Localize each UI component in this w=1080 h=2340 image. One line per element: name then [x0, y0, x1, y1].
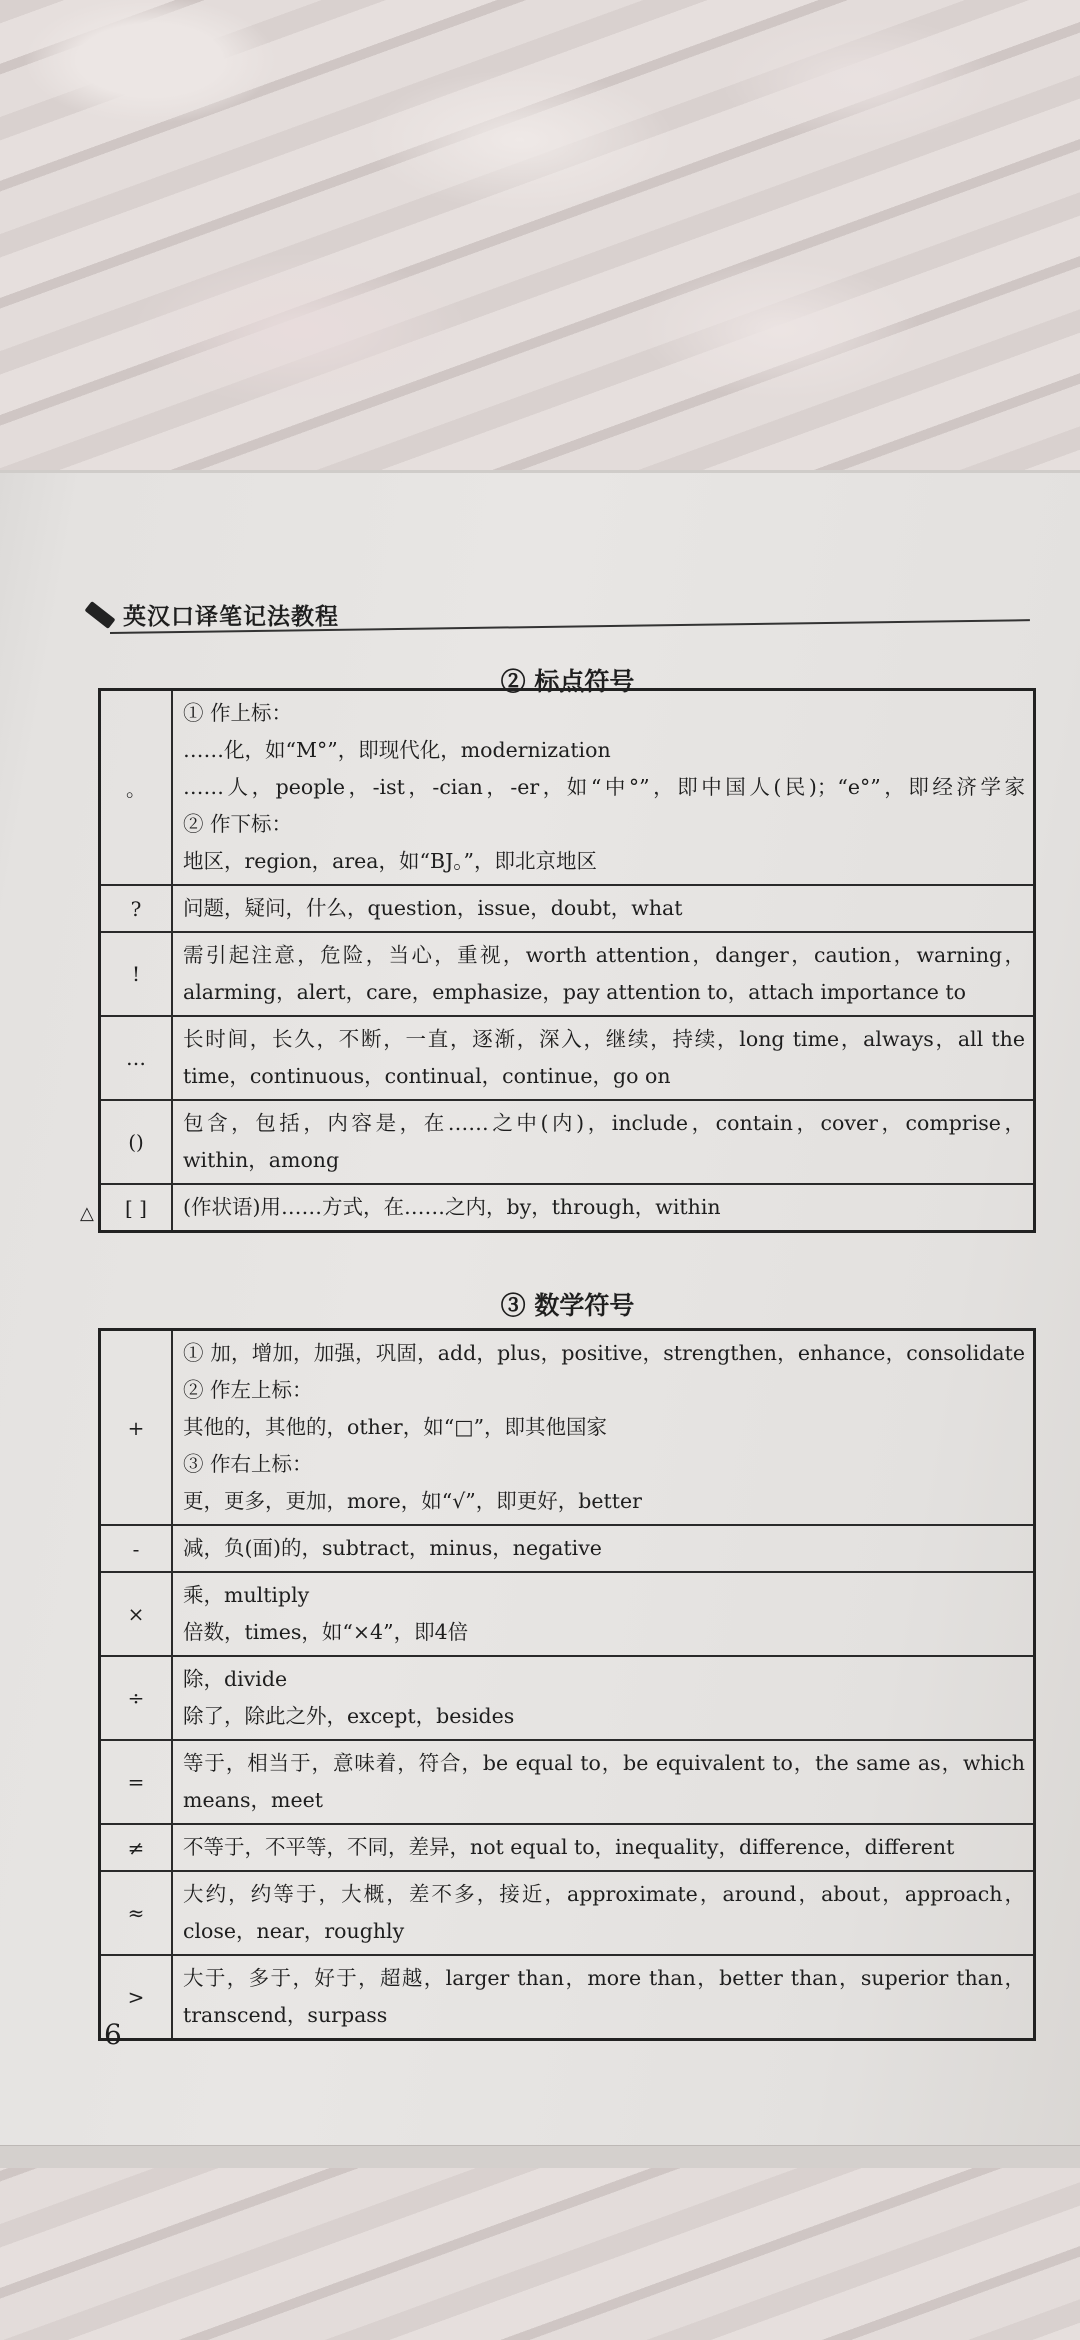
meaning-line: 除，divide	[183, 1667, 288, 1691]
book-title: 英汉口译笔记法教程	[123, 603, 339, 630]
meaning-line: 问题，疑问，什么，question，issue，doubt，what	[183, 896, 683, 920]
meaning-cell	[172, 1016, 1035, 1100]
table-row	[100, 1525, 1035, 1572]
meaning-line: 倍数，times，如“×4”，即4倍	[183, 1620, 469, 1644]
symbol-cell: [ ]	[100, 1184, 173, 1232]
table-row	[100, 1824, 1035, 1871]
meaning-line: close，near，roughly	[183, 1919, 405, 1943]
table-row	[100, 1955, 1035, 2040]
math-symbols-table	[98, 1328, 1036, 2041]
meaning-cell	[172, 1525, 1035, 1572]
margin-mark: △	[80, 1203, 94, 1224]
meaning-line: ② 作下标：	[183, 812, 293, 836]
symbol-cell: ≠	[100, 1824, 173, 1871]
table-row	[100, 690, 1035, 886]
symbol-cell: ×	[100, 1572, 173, 1656]
table-row	[100, 1871, 1035, 1955]
meaning-line: 大约，约等于，大概，差不多，接近，approximate，around，about，approach，	[183, 1882, 1025, 1906]
meaning-line: means，meet	[183, 1788, 323, 1812]
symbol-cell: >	[100, 1955, 173, 2040]
pencil-icon	[84, 601, 115, 629]
meaning-line: 长时间，长久，不断，一直，逐渐，深入，继续，持续，long time，always，all the	[183, 1027, 1025, 1051]
meaning-line: 乘，multiply	[183, 1583, 310, 1607]
meaning-cell	[172, 1740, 1035, 1824]
meaning-cell	[172, 1100, 1035, 1184]
table-row	[100, 1016, 1035, 1100]
meaning-cell	[172, 1871, 1035, 1955]
section-title-math: ③ 数学符号	[500, 1291, 635, 1320]
meaning-line: 不等于，不平等，不同，差异，not equal to，inequality，difference，different	[183, 1835, 955, 1859]
meaning-line: ② 作左上标：	[183, 1378, 313, 1402]
meaning-line: within，among	[183, 1148, 340, 1172]
meaning-line: 等于，相当于，意味着，符合，be equal to，be equivalent to，the same as，which	[183, 1751, 1025, 1775]
meaning-line: 除了，除此之外，except，besides	[183, 1704, 515, 1728]
symbol-cell: +	[100, 1330, 173, 1526]
symbol-cell: ÷	[100, 1656, 173, 1740]
meaning-cell	[172, 885, 1035, 932]
table-row	[100, 1184, 1035, 1232]
symbol-cell: …	[100, 1016, 173, 1100]
table-row	[100, 885, 1035, 932]
meaning-line: 需引起注意，危险，当心，重视，worth attention，danger，caution，warning，	[183, 943, 1025, 967]
meaning-line: (作状语)用……方式，在……之内，by，through，within	[183, 1195, 721, 1219]
section-title-punctuation: ② 标点符号	[500, 667, 635, 696]
symbol-cell: ?	[100, 885, 173, 932]
meaning-line: ① 作上标：	[183, 701, 293, 725]
meaning-cell	[172, 1955, 1035, 2040]
page-number: 6	[104, 2018, 122, 2051]
meaning-line: ③ 作右上标：	[183, 1452, 313, 1476]
table-row	[100, 1330, 1035, 1526]
meaning-line: 地区，region，area，如“BJ。”，即北京地区	[183, 849, 598, 873]
meaning-line: ……化，如“M°”，即现代化，modernization	[183, 738, 611, 762]
meaning-cell	[172, 1656, 1035, 1740]
table-row	[100, 932, 1035, 1016]
meaning-line: transcend，surpass	[183, 2003, 388, 2027]
meaning-cell	[172, 1184, 1035, 1232]
meaning-line: time，continuous，continual，continue，go on	[183, 1064, 671, 1088]
punctuation-symbols-table	[98, 688, 1036, 1233]
symbol-cell: =	[100, 1740, 173, 1824]
table-row	[100, 1100, 1035, 1184]
symbol-cell: !	[100, 932, 173, 1016]
meaning-cell	[172, 690, 1035, 886]
meaning-line: ……人，people，-ist，-cian，-er，如“中°”，即中国人(民)；“e°”，即经济学家	[183, 775, 1025, 799]
meaning-cell	[172, 1824, 1035, 1871]
table-row	[100, 1656, 1035, 1740]
meaning-line: 减，负(面)的，subtract，minus，negative	[183, 1536, 602, 1560]
page-edge	[0, 2145, 1080, 2168]
meaning-line: 大于，多于，好于，超越，larger than，more than，better than，superior than，	[183, 1966, 1025, 1990]
table-row	[100, 1740, 1035, 1824]
table-row	[100, 1572, 1035, 1656]
meaning-line: 更，更多，更加，more，如“√”，即更好，better	[183, 1489, 642, 1513]
running-header	[85, 598, 339, 631]
symbol-cell: ≈	[100, 1871, 173, 1955]
meaning-line: 包含，包括，内容是，在……之中(内)，include，contain，cover，comprise，	[183, 1111, 1025, 1135]
meaning-line: ① 加，增加，加强，巩固，add，plus，positive，strengthen，enhance，consolidate	[183, 1341, 1025, 1365]
meaning-cell	[172, 1330, 1035, 1526]
meaning-line: alarming，alert，care，emphasize，pay attention to，attach importance to	[183, 980, 966, 1004]
symbol-cell: ()	[100, 1100, 173, 1184]
meaning-line: 其他的，其他的，other，如“□”，即其他国家	[183, 1415, 608, 1439]
symbol-cell: -	[100, 1525, 173, 1572]
meaning-cell	[172, 1572, 1035, 1656]
symbol-cell: 。	[100, 690, 173, 886]
meaning-cell	[172, 932, 1035, 1016]
